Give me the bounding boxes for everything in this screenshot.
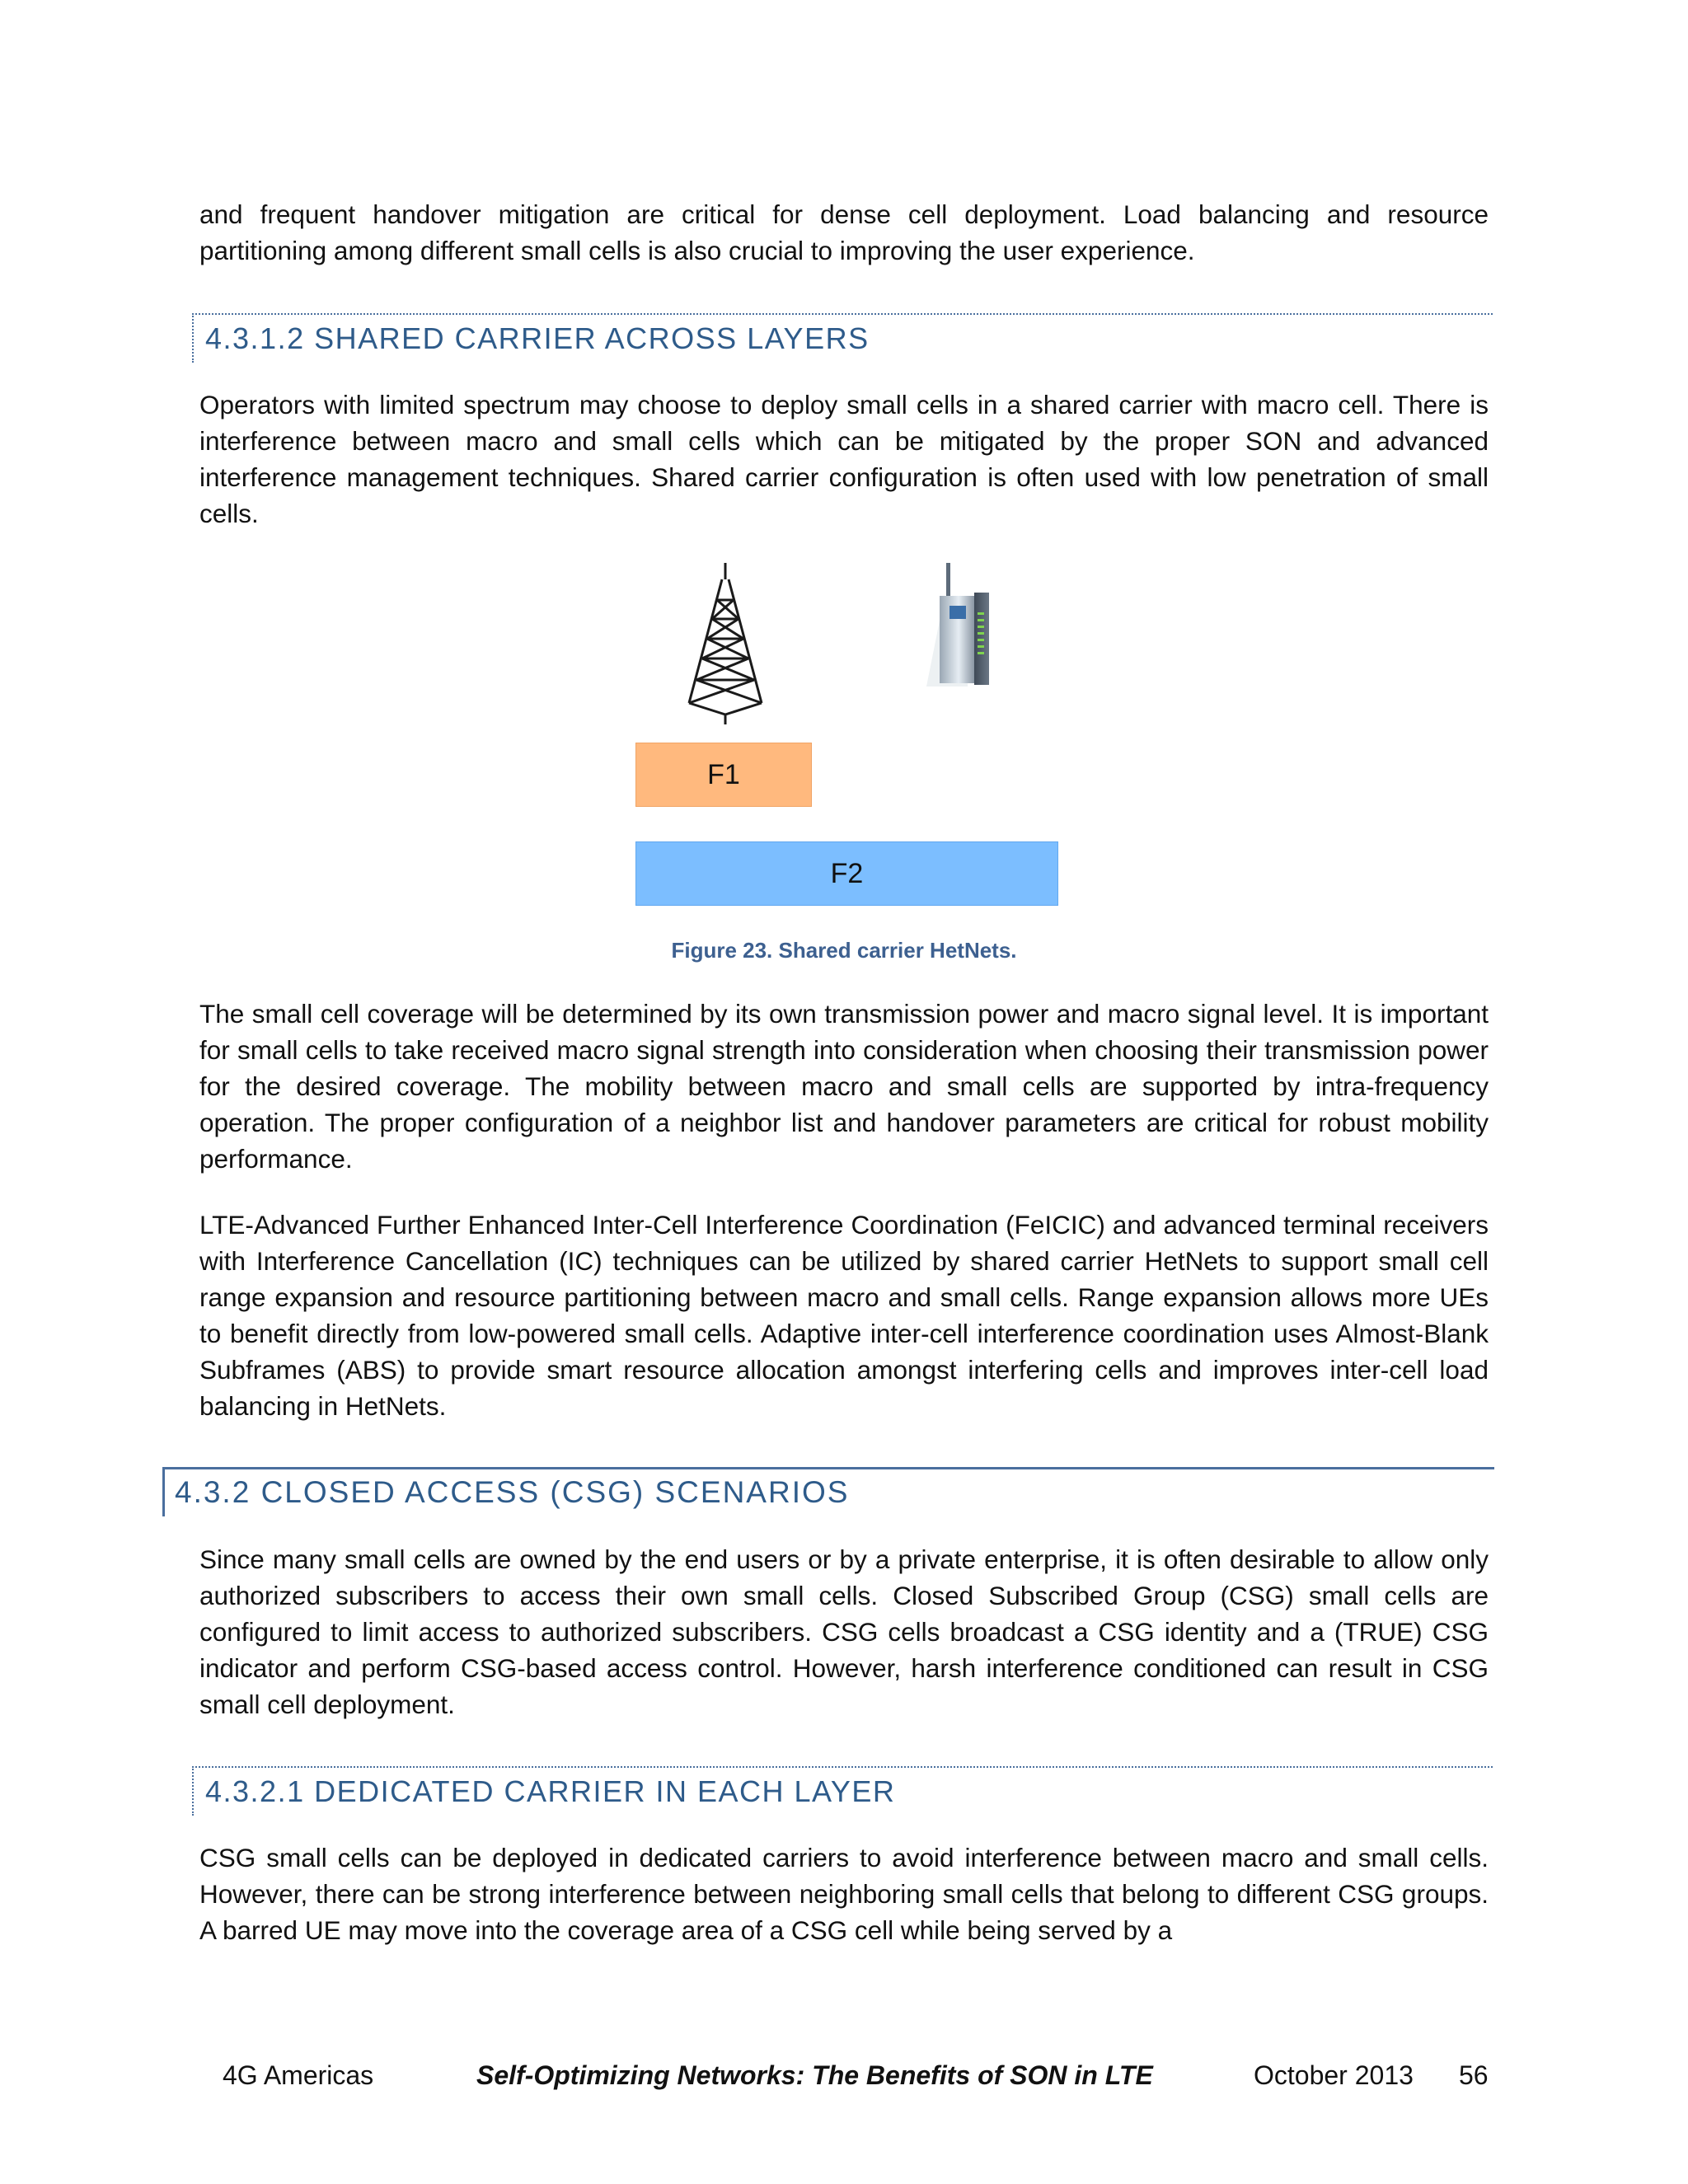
feicic-paragraph: LTE-Advanced Further Enhanced Inter-Cell Interference Coordination (FeICIC) and advanced terminal receivers with Interference Cancellation (IC) techniques can be utilized by shared carrier HetNets to support small cell range expansion and resource partitioning between macro and small cells. Range expansion allows more UEs to benefit directly from low-powered small cells. Adaptive inter-cell interference coordination uses Almost-Blank Subframes (ABS) to provide smart resource allocation amongst interfering cells and improves inter-cell load balancing in HetNets.	[199, 1210, 1489, 1421]
intro-paragraph: and frequent handover mitigation are critical for dense cell deployment. Load balancing and resource partitioning among different small cells is also crucial to improving the user experience.	[199, 199, 1489, 265]
section-heading-4-3-2	[162, 1467, 1494, 1516]
macro-tower-icon	[684, 563, 767, 724]
section-heading-4-3-2-1	[192, 1766, 1493, 1816]
footer-org: 4G Americas	[223, 2060, 374, 2090]
coverage-paragraph: The small cell coverage will be determined by its own transmission power and macro signal level. It is important for small cells to take received macro signal strength into consideration when choosing their transmission power for the desired coverage. The mobility between macro and small cells are supported by intra-frequency operation. The proper configuration of a neighbor list and handover parameters are critical for robust mobility performance.	[199, 999, 1489, 1174]
section-heading-text: 4.3.2.1 DEDICATED CARRIER IN EACH LAYER	[205, 1774, 896, 1808]
section-heading-text: 4.3.1.2 SHARED CARRIER ACROSS LAYERS	[205, 321, 870, 355]
section-heading-4-3-1-2	[192, 313, 1493, 363]
csg-paragraph: Since many small cells are owned by the end users or by a private enterprise, it is often desirable to allow only authorized subscribers to access their own small cells. Closed Subscribed Group (CSG) small cells are configured to limit access to authorized subscribers. CSG cells broadcast a CSG identity and a (TRUE) CSG indicator and perform CSG-based access control. However, harsh interference conditioned can result in CSG small cell deployment.	[199, 1544, 1489, 1719]
f2-label: F2	[830, 857, 864, 889]
f2-carrier-bar	[635, 841, 1058, 906]
dedicated-paragraph: CSG small cells can be deployed in dedicated carriers to avoid interference between macro and small cells. However, there can be strong interference between neighboring small cells that belong to different CSG groups. A barred UE may move into the coverage area of a CSG cell while being served by a	[199, 1843, 1489, 1945]
figure-caption: Figure 23. Shared carrier HetNets.	[671, 938, 1017, 963]
section-heading-text: 4.3.2 CLOSED ACCESS (CSG) SCENARIOS	[175, 1475, 850, 1509]
footer-title: Self-Optimizing Networks: The Benefits of SON in LTE	[476, 2060, 1153, 2090]
shared-carrier-paragraph: Operators with limited spectrum may choose to deploy small cells in a shared carrier with macro cell. There is interference between macro and small cells which can be mitigated by the proper SON and advanced interference management techniques. Shared carrier configuration is often used with low penetration of small cells.	[199, 390, 1489, 528]
small-cell-router-icon	[923, 563, 1006, 691]
footer-page-number: 56	[1459, 2060, 1489, 2090]
footer-date: October 2013	[1254, 2060, 1414, 2090]
f1-carrier-bar	[635, 743, 812, 807]
f1-label: F1	[707, 758, 740, 790]
